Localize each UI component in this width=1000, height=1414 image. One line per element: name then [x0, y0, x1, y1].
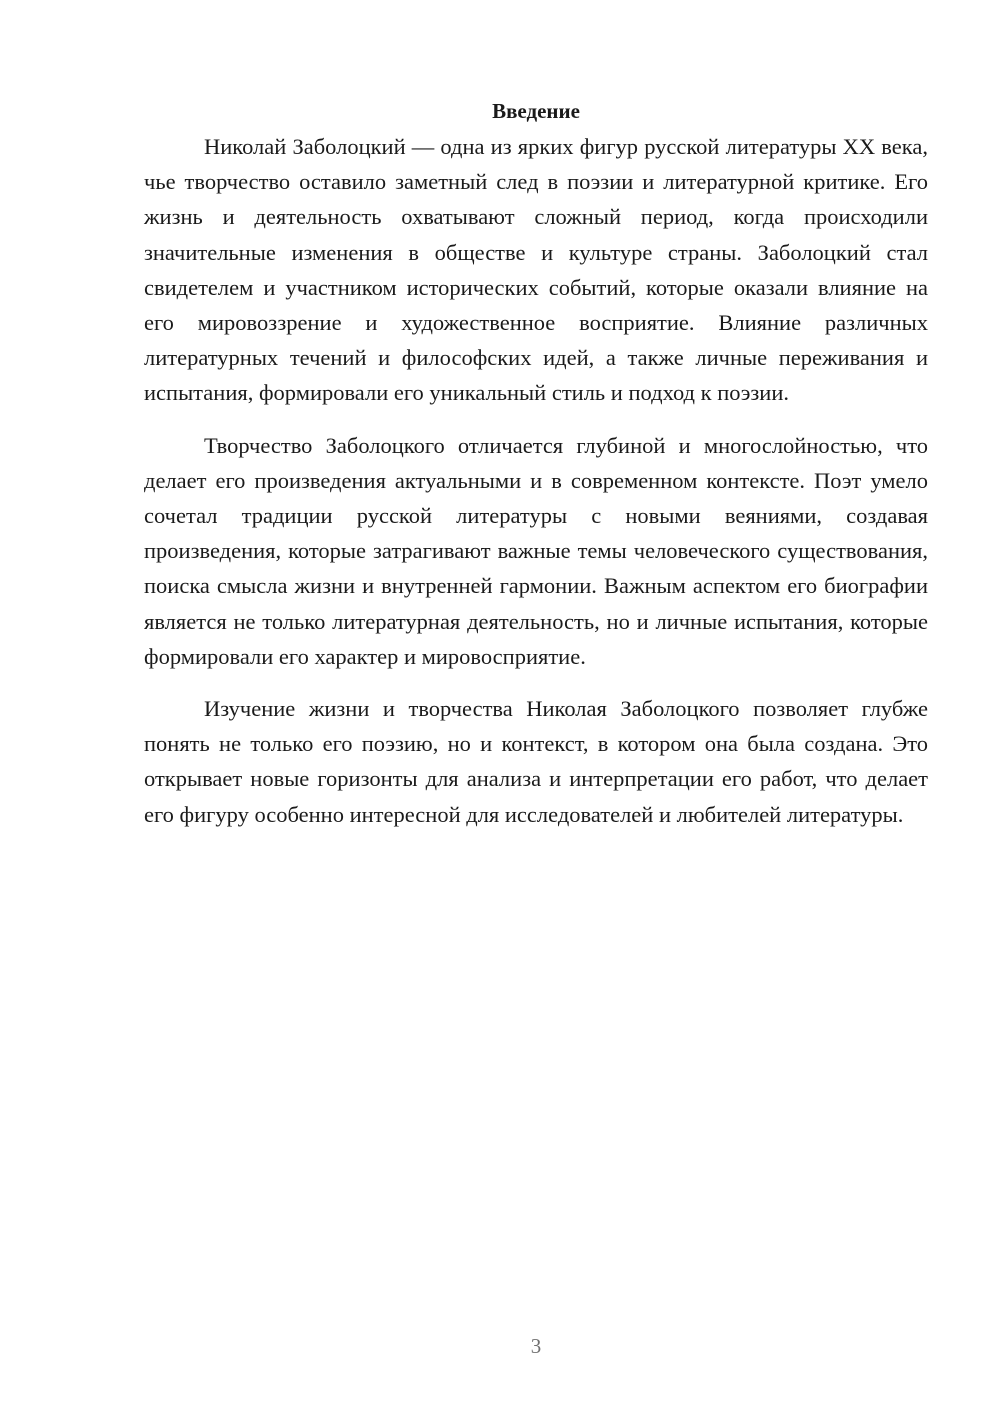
- page-number: 3: [530, 1334, 542, 1358]
- paragraph-1: Николай Заболоцкий — одна из ярких фигур русской литературы XX века, чье творчество оставило заметный след в поэзии и литературной критике. Его жизнь и деятельность охватывают сложный период, когда происходили значительные изменения в обществе и культуре страны. Заболоцкий стал свидетелем и участником исторических событий, которые оказали влияние на его мировоззрение и художественное восприятие. Влияние различных литературных течений и философских идей, а также личные переживания и испытания, формировали его уникальный стиль и подход к поэзии.: [144, 134, 928, 406]
- paragraph-3: Изучение жизни и творчества Николая Заболоцкого позволяет глубже понять не только его поэзию, но и контекст, в котором она была создана. Это открывает новые горизонты для анализа и интерпретации его работ, что делает его фигуру особенно интересной для исследователей и любителей литературы.: [144, 696, 928, 827]
- section-heading: Введение: [492, 99, 580, 123]
- page-content: [144, 94, 928, 832]
- paragraph-2: Творчество Заболоцкого отличается глубиной и многослойностью, что делает его произведения актуальными и в современном контексте. Поэт умело сочетал традиции русской литературы с новыми веяниями, создавая произведения, которые затрагивают важные темы человеческого существования, поиска смысла жизни и внутренней гармонии. Важным аспектом его биографии является не только литературная деятельность, но и личные испытания, которые формировали его характер и мировосприятие.: [144, 432, 928, 669]
